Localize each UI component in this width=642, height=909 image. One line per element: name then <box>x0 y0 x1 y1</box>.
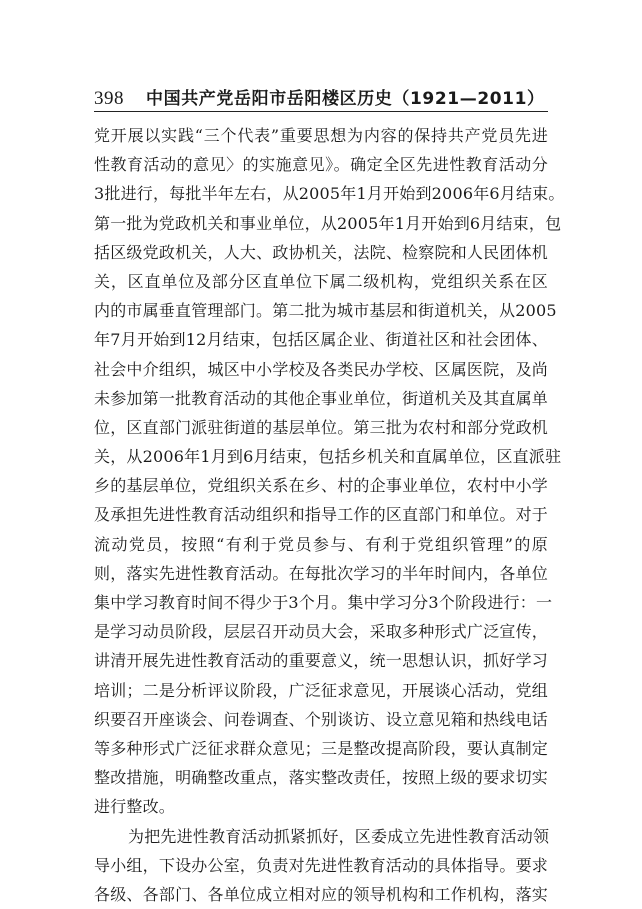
text-line: 年7月开始到12月结束，包括区属企业、街道社区和社会团体、 <box>94 325 548 354</box>
text-line: 是学习动员阶段，层层召开动员大会，采取多种形式广泛宣传， <box>94 617 548 646</box>
text-line: 则，落实先进性教育活动。在每批次学习的半年时间内，各单位 <box>94 559 548 588</box>
text-line: 进行整改。 <box>94 792 548 821</box>
text-line: 括区级党政机关，人大、政协机关，法院、检察院和人民团体机 <box>94 238 548 267</box>
text-line: 及承担先进性教育活动组织和指导工作的区直部门和单位。对于 <box>94 500 548 529</box>
text-line: 位，区直部门派驻街道的基层单位。第三批为农村和部分党政机 <box>94 413 548 442</box>
text-line: 关，从2006年1月到6月结束，包括乡机关和直属单位，区直派驻 <box>94 442 548 471</box>
text-line: 集中学习教育时间不得少于3个月。集中学习分3个阶段进行：一 <box>94 588 548 617</box>
text-line: 党开展以实践“三个代表”重要思想为内容的保持共产党员先进 <box>94 121 548 150</box>
text-line: 培训；二是分析评议阶段，广泛征求意见，开展谈心活动，党组 <box>94 676 548 705</box>
text-line: 第一批为党政机关和事业单位，从2005年1月开始到6月结束，包 <box>94 209 548 238</box>
text-line: 各级、各部门、各单位成立相对应的领导机构和工作机构，落实 <box>94 880 548 909</box>
text-line: 整改措施，明确整改重点，落实整改责任，按照上级的要求切实 <box>94 763 548 792</box>
text-line: 乡的基层单位，党组织关系在乡、村的企事业单位，农村中小学 <box>94 471 548 500</box>
text-line: 织要召开座谈会、问卷调查、个别谈访、设立意见箱和热线电话 <box>94 705 548 734</box>
text-line: 关，区直单位及部分区直单位下属二级机构，党组织关系在区 <box>94 267 548 296</box>
text-line: 3批进行，每批半年左右，从2005年1月开始到2006年6月结束。 <box>94 179 548 208</box>
text-line: 导小组，下设办公室，负责对先进性教育活动的具体指导。要求 <box>94 851 548 880</box>
text-line: 未参加第一批教育活动的其他企事业单位，街道机关及其直属单 <box>94 384 548 413</box>
text-line: 流动党员，按照“有利于党员参与、有利于党组织管理”的原 <box>94 530 548 559</box>
header-rule <box>94 111 548 112</box>
body-text <box>94 121 548 909</box>
text-line: 讲清开展先进性教育活动的重要意义，统一思想认识，抓好学习 <box>94 646 548 675</box>
paragraph <box>94 822 548 909</box>
page-number: 398 <box>94 88 124 110</box>
page-header <box>94 84 548 108</box>
text-line: 等多种形式广泛征求群众意见；三是整改提高阶段，要认真制定 <box>94 734 548 763</box>
text-line: 内的市属垂直管理部门。第二批为城市基层和街道机关，从2005 <box>94 296 548 325</box>
text-line: 社会中介组织，城区中小学校及各类民办学校、区属医院，及尚 <box>94 355 548 384</box>
text-line: 为把先进性教育活动抓紧抓好，区委成立先进性教育活动领 <box>94 822 548 851</box>
paragraph <box>94 121 548 822</box>
text-line: 性教育活动的意见〉的实施意见》。确定全区先进性教育活动分 <box>94 150 548 179</box>
book-title: 中国共产党岳阳市岳阳楼区历史（1921—2011） <box>146 84 545 109</box>
